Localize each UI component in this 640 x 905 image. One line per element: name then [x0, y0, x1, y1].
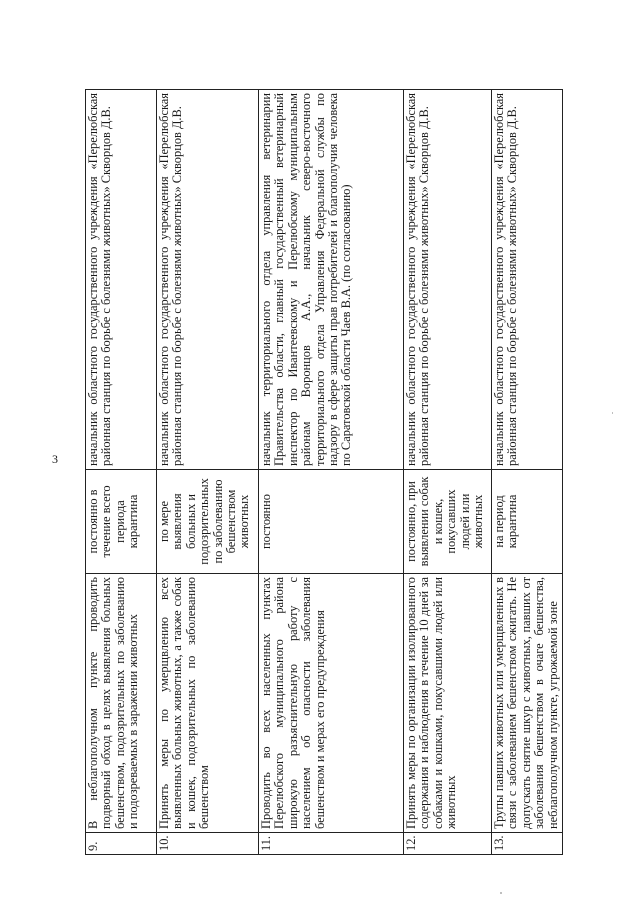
scan-artifact-mark — [612, 412, 613, 414]
responsible-text: начальник территориального отдела управления ветеринарии Правительства области, главный государственный ветеринарный инспектор по Ивантеевскому и Перелюбскому муниципальным районам Воронцов А.А., начальник северо-восточного территориального отдела Управления Федеральной службы по надзору в сфере защиты прав потребителей и благополучия человека по Саратовской области Чаев В.А. (по согласованию) — [259, 90, 404, 470]
measure-text: В неблагополучном пункте проводить подворный обход в целях выявления больных бешенством, подозрительных по заболеванию и подозреваемых в заражении животных — [86, 574, 157, 833]
measures-table — [85, 89, 563, 855]
row-number: 10. — [157, 833, 259, 855]
measure-text: Трупы павших животных или умерщвленных в связи с заболеванием бешенством сжигать. Не допускать снятие шкур с животных, павших от заболевания бешенством в очаге бешенства, неблагополучном пункте, угрожаемой зоне — [492, 574, 563, 833]
measure-text: Проводить во всех населенных пунктах Перелюбского муниципального района широкую разъяснительную работу с населением об опасности заболевания бешенством и мерах его предупреждения — [259, 574, 404, 833]
measure-text: Принять меры по организации изолированного содержания и наблюдения в течение 10 дней за собаками и кошками, покусавшими людей или животных — [404, 574, 492, 833]
table-row — [157, 90, 259, 855]
table-row — [492, 90, 563, 855]
scan-artifact-mark — [500, 892, 502, 894]
table-row — [404, 90, 492, 855]
term-text: постоянно, при выявлении собак и кошек, покусавших людей или животных — [404, 470, 492, 574]
row-number: 9. — [86, 833, 157, 855]
responsible-text: начальник областного государственного учреждения «Перелюбская районная станция по борьбе с болезнями животных» Скворцов Д.В. — [157, 90, 259, 470]
measure-text: Принять меры по умерщвлению всех выявленных больных животных, а также собак и кошек, подозрительных по заболеванию бешенством — [157, 574, 259, 833]
responsible-text: начальник областного государственного учреждения «Перелюбская районная станция по борьбе с болезнями животных» Скворцов Д.В. — [492, 90, 563, 470]
term-text: постоянно — [259, 470, 404, 574]
table-row — [259, 90, 404, 855]
page-number: 3 — [52, 452, 58, 466]
row-number: 12. — [404, 833, 492, 855]
responsible-text: начальник областного государственного учреждения «Перелюбская районная станция по борьбе с болезнями животных» Скворцов Д.В. — [404, 90, 492, 470]
rotated-table-area — [85, 90, 560, 855]
term-text: постоянно в течение всего периода карантина — [86, 470, 157, 574]
table-row — [86, 90, 157, 855]
row-number: 13. — [492, 833, 563, 855]
term-text: по мере выявления больных и подозрительных по заболеванию бешенством животных — [157, 470, 259, 574]
term-text: на период карантина — [492, 470, 563, 574]
responsible-text: начальник областного государственного учреждения «Перелюбская районная станция по борьбе с болезнями животных» Скворцов Д.В. — [86, 90, 157, 470]
row-number: 11. — [259, 833, 404, 855]
